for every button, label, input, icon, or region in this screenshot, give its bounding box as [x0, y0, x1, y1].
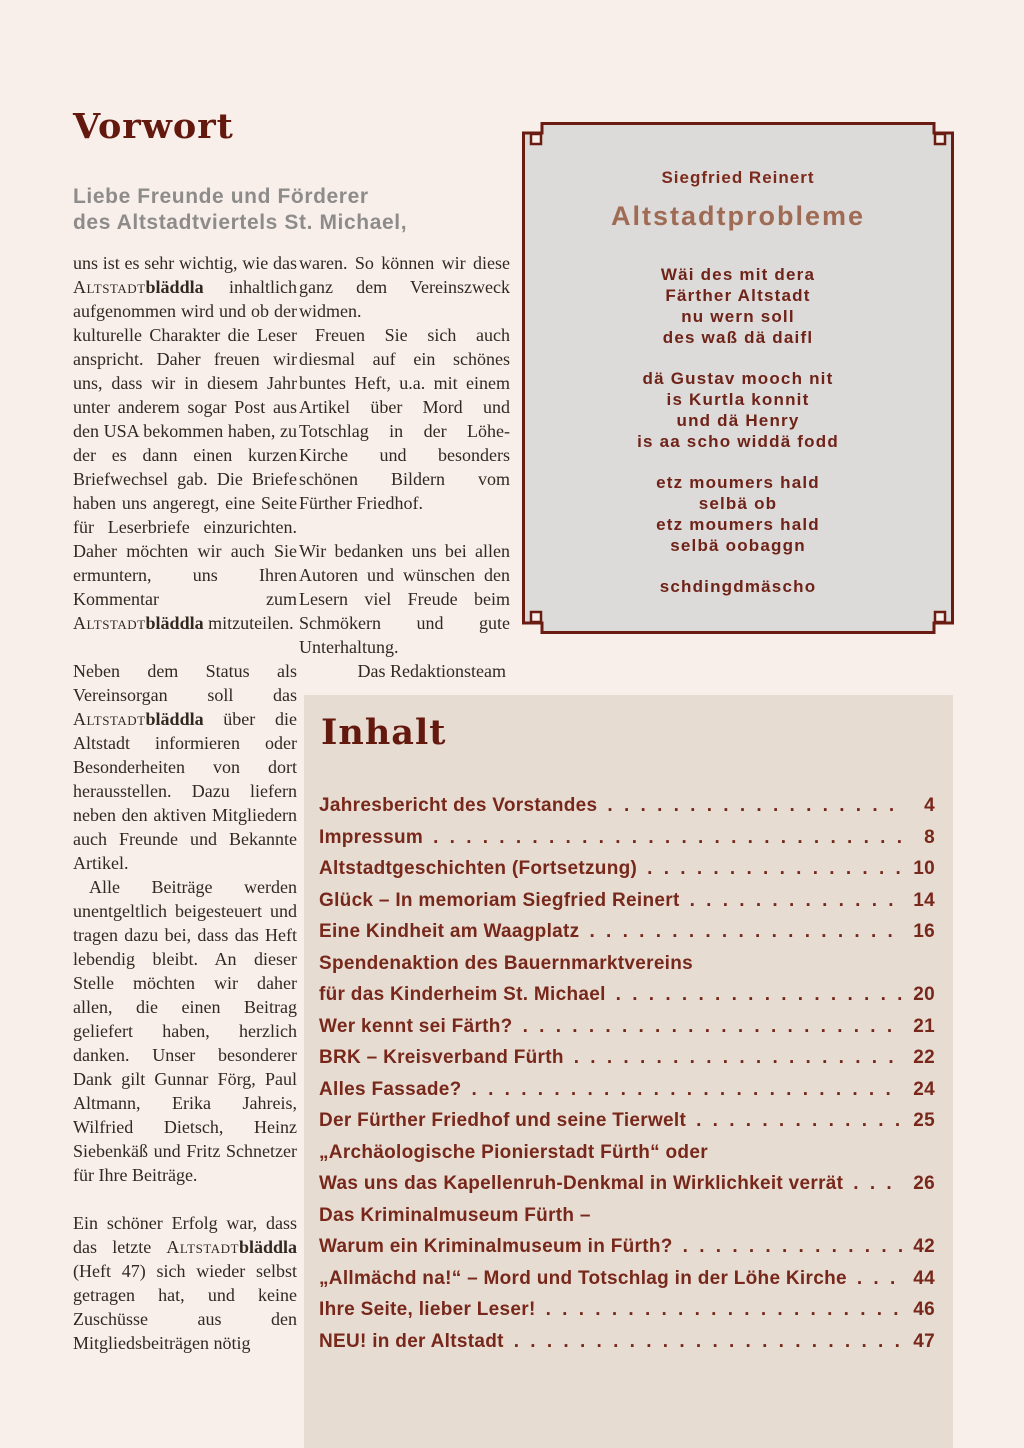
toc-row: [319, 948, 935, 980]
poem-stanza: [522, 472, 954, 556]
toc-row: [319, 822, 935, 854]
vorwort-heading: Vorwort: [73, 106, 234, 147]
toc-entry-title: für das Kinderheim St. Michael: [319, 984, 606, 1005]
poem-line: selbä ob: [698, 494, 778, 513]
toc-row: [319, 853, 935, 885]
toc-page-number: 4: [924, 795, 935, 816]
toc-row: [319, 1200, 935, 1232]
toc-row: [319, 1137, 935, 1169]
toc-page-number: 25: [913, 1110, 935, 1131]
toc-dot-leader: [472, 1074, 903, 1106]
poem-content: [522, 122, 954, 617]
paragraph: Alle Beiträge werden unentgeltlich beigesteuert und tragen dazu bei, dass das Heft lebendig bleibt. An dieser Stelle möchten wir daher allen, die einen Beitrag geliefert haben, herzlich danken. Unser besonderer Dank gilt Gunnar Förg, Paul Altmann, Erika Jahreis, Wilfried Dietsch, Heinz Siebenkäß und Fritz Schnetzer für Ihre Beiträge.: [73, 877, 297, 1185]
toc-dot-leader: [523, 1011, 903, 1043]
toc-entry-title: Altstadtgeschichten (Fortsetzung): [319, 858, 638, 879]
toc-page-number: 22: [913, 1047, 935, 1068]
poem-stanzas: [522, 264, 954, 597]
toc-dot-leader: [589, 916, 903, 948]
inhalt-heading: Inhalt: [321, 712, 447, 753]
poem-author: Siegfried Reinert: [661, 168, 815, 187]
toc-row: [319, 885, 935, 917]
poem-line: und dä Henry: [676, 411, 800, 430]
toc-list: [319, 790, 935, 1357]
toc-entry-title: Was uns das Kapellenruh-Denkmal in Wirklichkeit verrät: [319, 1173, 844, 1194]
poem-stanza: [522, 576, 954, 597]
paragraph: Wir bedanken uns bei allen Autoren und wünschen den Lesern viel Freude beim Schmökern und gute Unterhaltung.: [299, 541, 510, 657]
inhalt-panel: [304, 695, 953, 1448]
toc-dot-leader: [683, 1231, 903, 1263]
toc-entry-title: Alles Fassade?: [319, 1078, 462, 1100]
toc-row: [319, 979, 935, 1011]
toc-page-number: 42: [913, 1236, 935, 1257]
toc-dot-leader: [574, 1042, 903, 1074]
toc-page-number: 14: [913, 889, 935, 911]
toc-row: [319, 1074, 935, 1106]
toc-entry-title: Warum ein Kriminalmuseum in Fürth?: [319, 1236, 673, 1257]
paragraph: uns ist es sehr wichtig, wie das Altstadtbläddla inhaltlich aufgenommen wird und ob der kulturelle Charakter die Leser anspricht. Daher freuen wir uns, dass wir in diesem Jahr unter anderem sogar Post aus den USA bekommen haben, zu der es dann einen kurzen Briefwechsel gab. Die Briefe haben uns angeregt, eine Seite für Leserbriefe einzurichten. Daher möchten wir auch Sie ermuntern, uns Ihren Kommentar zum Altstadtbläddla mitzuteilen.: [73, 253, 297, 633]
toc-dot-leader: [616, 979, 903, 1011]
poem-line: des waß dä daifl: [662, 328, 814, 347]
toc-row: [319, 1105, 935, 1137]
toc-entry-title: Das Kriminalmuseum Fürth –: [319, 1204, 591, 1226]
toc-row: [319, 790, 935, 822]
toc-page-number: 20: [913, 984, 935, 1005]
toc-dot-leader: [514, 1326, 903, 1358]
toc-row: [319, 1231, 935, 1263]
toc-entry-title: Impressum: [319, 826, 424, 848]
toc-entry-title: Ihre Seite, lieber Leser!: [319, 1299, 536, 1320]
toc-entry-title: Der Fürther Friedhof und seine Tierwelt: [319, 1110, 687, 1131]
toc-dot-leader: [546, 1294, 903, 1326]
toc-row: [319, 1042, 935, 1074]
toc-page-number: 44: [913, 1267, 935, 1289]
toc-page-number: 26: [913, 1173, 935, 1194]
toc-page-number: 10: [913, 858, 935, 879]
poem-box: [522, 122, 954, 634]
paragraph: Das Redaktionsteam: [357, 661, 506, 681]
vorwort-subtitle-line1: Liebe Freunde und Förderer: [73, 185, 369, 208]
toc-entry-title: „Archäologische Pionierstadt Fürth“ oder: [319, 1141, 708, 1163]
poem-line: is aa scho widdä fodd: [637, 432, 839, 451]
vorwort-subtitle-line2: des Altstadtviertels St. Michael,: [73, 211, 408, 234]
poem-title: Altstadtprobleme: [610, 201, 866, 231]
toc-row: [319, 1011, 935, 1043]
toc-entry-title: Eine Kindheit am Waagplatz: [319, 921, 580, 942]
toc-row: [319, 1294, 935, 1326]
toc-dot-leader: [433, 822, 903, 854]
poem-line: Färther Altstadt: [665, 286, 811, 305]
vorwort-left-column: [73, 251, 297, 1355]
poem-line: etz moumers hald: [656, 473, 820, 492]
toc-dot-leader: [690, 885, 903, 917]
paragraph: Ein schöner Erfolg war, dass das letzte Altstadtbläddla (Heft 47) sich wieder selbst getragen hat, und keine Zuschüsse aus den Mitgliedsbeiträgen nötig: [73, 1213, 297, 1353]
toc-dot-leader: [647, 853, 903, 885]
poem-stanza: [522, 368, 954, 452]
poem-line: dä Gustav mooch nit: [642, 369, 834, 388]
toc-entry-title: Glück – In memoriam Siegfried Reinert: [319, 889, 680, 911]
toc-dot-leader: [696, 1105, 903, 1137]
toc-row: [319, 916, 935, 948]
poem-line: etz moumers hald: [656, 515, 820, 534]
toc-entry-title: Spendenaktion des Bauernmarktvereins: [319, 952, 694, 974]
vorwort-subtitle: [73, 184, 407, 236]
vorwort-middle-column: [299, 251, 510, 683]
toc-page-number: 8: [924, 826, 935, 848]
toc-page-number: 47: [913, 1330, 935, 1352]
paragraph: waren. So können wir diese ganz dem Vereinszweck widmen.: [299, 253, 510, 321]
toc-entry-title: Wer kennt sei Färth?: [319, 1015, 513, 1037]
toc-dot-leader: [607, 790, 903, 822]
toc-entry-title: BRK – Kreisverband Fürth: [319, 1047, 564, 1068]
toc-entry-title: NEU! in der Altstadt: [319, 1330, 504, 1352]
toc-row: [319, 1263, 935, 1295]
toc-row: [319, 1168, 935, 1200]
toc-dot-leader: [857, 1263, 903, 1295]
toc-row: [319, 1326, 935, 1358]
poem-line: schdingdmäscho: [659, 577, 817, 596]
toc-dot-leader: [853, 1168, 903, 1200]
paragraph: Freuen Sie sich auch diesmal auf ein schönes buntes Heft, u.a. mit einem Artikel über Mord und Totschlag in der Löhe-Kirche und besonders schönen Bildern vom Fürther Friedhof.: [299, 325, 510, 513]
poem-stanza: [522, 264, 954, 348]
toc-entry-title: Jahresbericht des Vorstandes: [319, 795, 598, 816]
toc-entry-title: „Allmächd na!“ – Mord und Totschlag in der Löhe Kirche: [319, 1267, 847, 1289]
paragraph: Neben dem Status als Vereinsorgan soll das Altstadtbläddla über die Altstadt informieren oder Besonderheiten von dort herausstellen. Dazu liefern neben den aktiven Mitgliedern auch Freunde und Bekannte Artikel.: [73, 661, 297, 873]
poem-line: is Kurtla konnit: [666, 390, 810, 409]
toc-page-number: 24: [913, 1078, 935, 1100]
poem-line: Wäi des mit dera: [660, 265, 816, 284]
toc-page-number: 16: [913, 921, 935, 942]
poem-line: nu wern soll: [681, 307, 795, 326]
poem-line: selbä oobaggn: [670, 536, 806, 555]
toc-page-number: 46: [913, 1299, 935, 1320]
toc-page-number: 21: [913, 1015, 935, 1037]
